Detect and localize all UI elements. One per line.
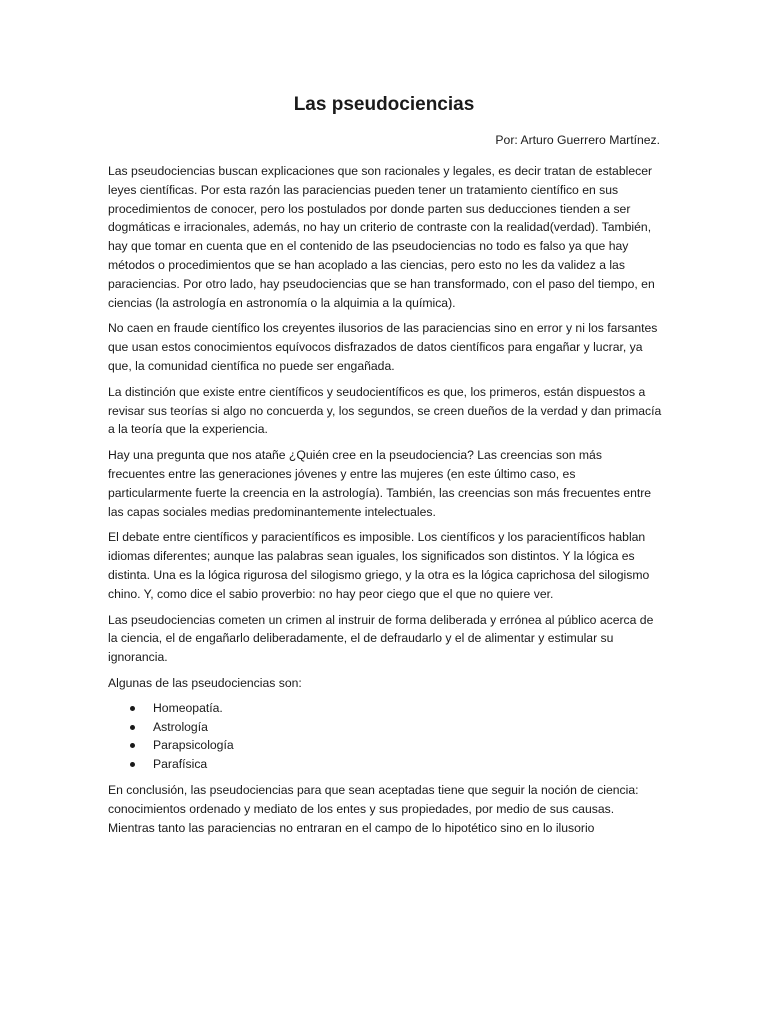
paragraph: Las pseudociencias cometen un crimen al instruir de forma deliberada y errónea al público acerca de la ciencia, el de engañarlo deliberadamente, el de defraudarlo y el de alimentar y estimular su ignorancia. [108,612,654,665]
author-line: Por: Arturo Guerrero Martínez. [495,133,660,147]
paragraph: El debate entre científicos y paracientíficos es imposible. Los científicos y los paracientíficos hablan idiomas diferentes; aunque las palabras sean iguales, los significados son distintos. Y la lógica es distinta. Una es la lógica rigurosa del silogismo griego, y la otra es la lógica caprichosa del silogismo chino. Y, como dice el sabio proverbio: no hay peor ciego que el que no quiere ver. [108,530,650,601]
paragraph: Hay una pregunta que nos atañe ¿Quién cree en la pseudociencia? Las creencias son más frecuentes entre las generaciones jóvenes y entre las mujeres (en este último caso, es particularmente fuerte la creencia en la astrología). También, las creencias son más frecuentes entre las capas sociales medias predominantemente intelectuales. [108,448,652,519]
list-item: Parapsicología [108,736,662,755]
paragraph: No caen en fraude científico los creyentes ilusorios de las paraciencias sino en error y ni los farsantes que usan estos conocimientos equívocos disfrazados de datos científicos para engañar y lucrar, ya que, la comunidad científica no puede ser engañada. [108,321,658,373]
paragraph: Las pseudociencias buscan explicaciones que son racionales y legales, es decir tratan de establecer leyes científicas. Por esta razón las paraciencias pueden tener un tratamiento científico en sus procedimientos de conocer, pero los postulados por donde parten sus deducciones tienden a ser dogmáticas e irracionales, además, no hay un criterio de contraste con la realidad(verdad). También, hay que tomar en cuenta que en el contenido de las pseudociencias no todo es falso ya que hay métodos o procedimientos que se han acoplado a las ciencias, pero esto no les da validez a las paraciencias. Por otro lado, hay pseudociencias que se han transformado, con el paso del tiempo, en ciencias (la astrología en astronomía o la alquimia a la química). [108,164,655,310]
list-item: Homeopatía. [108,699,662,718]
list-item: Parafísica [108,755,662,774]
list-intro: Algunas de las pseudociencias son: [108,675,302,690]
conclusion-paragraph: En conclusión, las pseudociencias para que sean aceptadas tiene que seguir la noción de ciencia: conocimientos ordenado y mediato de los entes y sus propiedades, por medio de sus causas. Mientras tanto las paraciencias no entraran en el campo de lo hipotético sino en lo ilusorio [108,782,639,835]
document-body [108,162,662,844]
document-title: Las pseudociencias [293,94,475,115]
pseudoscience-list [108,699,662,774]
list-item: Astrología [108,718,662,737]
paragraph: La distinción que existe entre científicos y seudocientíficos es que, los primeros, están dispuestos a revisar sus teorías si algo no concuerda y, los segundos, se creen dueños de la verdad y dan primacía a la teoría que la experiencia. [108,384,662,437]
